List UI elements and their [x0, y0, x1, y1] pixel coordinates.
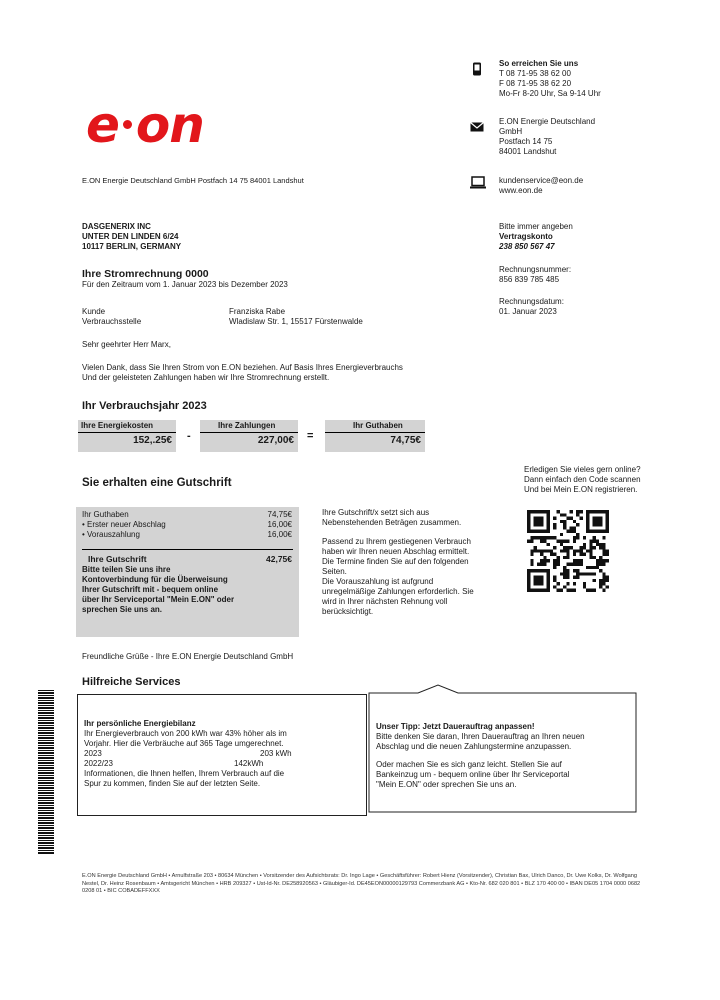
credit-breakdown-box: [76, 507, 299, 637]
customer-label: Kunde: [82, 307, 106, 316]
recipient-address: [82, 222, 382, 252]
salutation: Sehr geehrter Herr Marx,: [82, 340, 171, 349]
mail-line: 84001 Landshut: [499, 147, 557, 156]
customer-value-col: [229, 307, 469, 327]
invoice-header: [82, 268, 462, 290]
phone-hours: Mo-Fr 8-20 Uhr, Sa 9-14 Uhr: [499, 89, 601, 98]
invoice-date: 01. Januar 2023: [499, 307, 557, 316]
tip-box-content: Unser Tipp: Jetzt Dauerauftrag anpassen! Bitte denken Sie daran, Ihren Dauerauftrag an Ihren neuen Abschlag und die neuen Zahlungstermine anzupassen. Oder machen Sie es sich ganz leicht. Stellen Sie auf Bankeinzug um - bequem online über Ihr Serviceportal "Mein E.ON" oder sprechen Sie uns an.: [376, 722, 634, 790]
year-2022: 2022/23: [84, 759, 113, 768]
online-promo: Erledigen Sie vieles gern online? Dann einfach den Code scannen Und bei Mein E.ON registrieren.: [524, 465, 641, 494]
mail-address-block: [499, 117, 689, 157]
invoice-hint: Bitte immer angeben: [499, 222, 573, 231]
recipient-line: UNTER DEN LINDEN 6/24: [82, 232, 179, 241]
letter-line: Vielen Dank, dass Sie Ihren Strom von E.ON beziehen. Auf Basis Ihres Energieverbrauchs: [82, 363, 403, 372]
letter-line: Und der geleisteten Zahlungen haben wir Ihre Stromrechnung erstellt.: [82, 373, 330, 382]
credit-rows: [82, 510, 292, 540]
mail-line: Postfach 14 75: [499, 137, 553, 146]
site-label: Verbrauchsstelle: [82, 317, 142, 326]
logo-dot: [123, 120, 132, 129]
eon-logo: e on: [86, 96, 204, 154]
contract-number: 238 850 567 47: [499, 242, 555, 251]
year-summary-title: Ihr Verbrauchsjahr 2023: [82, 400, 207, 412]
letter-body: [82, 363, 502, 383]
tip-title: Unser Tipp: Jetzt Dauerauftrag anpassen!: [376, 722, 535, 731]
mail-icon: [470, 120, 484, 134]
credit-row: Ihr Guthaben 74,75€: [82, 510, 292, 519]
mail-line: E.ON Energie Deutschland: [499, 117, 596, 126]
equals-sign: =: [307, 430, 314, 442]
fax-number: F 08 71-95 38 62 20: [499, 79, 572, 88]
invoice-number-label: Rechnungsnummer:: [499, 265, 572, 274]
phone-block: [499, 59, 689, 99]
credit-row: • Erster neuer Abschlag 16,00€: [82, 520, 292, 529]
payments-value: 227,00€: [257, 435, 294, 446]
customer-value: Franziska Rabe: [229, 307, 286, 316]
energy-balance-content: Ihr persönliche Energiebilanz Ihr Energieverbrauch von 200 kWh war 43% höher als im Vorjahr. Hier die Verbräuche auf 365 Tage umgerechnet. 2023 203 kWh 2022/23 142kWh Informationen, die Ihnen helfen, Ihrem Verbrauch auf die Spur zu kommen, finden Sie auf der letzten Seite.: [84, 719, 362, 789]
closing-line: Freundliche Grüße - Ihre E.ON Energie Deutschland GmbH: [82, 652, 294, 661]
energy-balance-box: [77, 694, 367, 816]
phone-icon: [470, 62, 484, 76]
credit-label: Ihr Guthaben: [353, 421, 403, 430]
contract-label: Vertragskonto: [499, 232, 553, 241]
credit-value: 74,75€: [390, 435, 421, 446]
energy-balance-title: Ihr persönliche Energiebilanz: [84, 719, 196, 728]
qr-code[interactable]: [527, 510, 609, 592]
credit-row: • Vorauszahlung 16,00€: [82, 530, 292, 539]
phone-number: T 08 71-95 38 62 00: [499, 69, 571, 78]
email-link[interactable]: kundenservice@eon.de: [499, 176, 584, 185]
invoice-date-label: Rechnungsdatum:: [499, 297, 564, 306]
legal-footer: E.ON Energie Deutschland GmbH • Arnulfstraße 203 • 80634 München • Vorsitzender des Aufsichtsrats: Dr. Ingo Lage • Geschäftsführer: Robert Hienz (Vorsitzender), Christian Bax, Ulrich Danco, Dr. Uwe Kolks, Dr. Wolfgang Nestel, Dr. Heinz Rosenbaum • Amtsgericht München • HRB 209327 • Ust-Id-Nr. DE258920563 • Gläubiger-Id. DE45EON00000129793 Commerzbank AG • Kto-Nr. 682 020 801 • BLZ 170 400 00 • IBAN DE05 1704 0000 0682 0208 01 • BIC COBADEFFXXX: [82, 873, 641, 894]
site-value: Wladislaw Str. 1, 15517 Fürstenwalde: [229, 317, 363, 326]
phone-title: So erreichen Sie uns: [499, 59, 579, 68]
side-barcode: [38, 690, 54, 855]
energy-costs-box: [78, 420, 176, 452]
mail-line: GmbH: [499, 127, 523, 136]
year-2023-value: 203 kWh: [260, 749, 292, 758]
invoice-period: Für den Zeitraum vom 1. Januar 2023 bis Dezember 2023: [82, 280, 288, 289]
web-block: [499, 176, 689, 196]
energy-costs-value: 152,.25€: [133, 435, 172, 446]
credit-total-value: 42,75€: [266, 554, 292, 564]
year-2023: 2023: [84, 749, 102, 758]
reference-block: [499, 222, 689, 317]
customer-label-col: [82, 307, 141, 327]
services-title: Hilfreiche Services: [82, 676, 181, 688]
credit-box: [325, 420, 425, 452]
credit-total-label: Ihre Gutschrift: [88, 554, 147, 564]
payments-label: Ihre Zahlungen: [218, 421, 276, 430]
invoice-title: Ihre Stromrechnung 0000: [82, 268, 209, 280]
energy-costs-label: Ihre Energiekosten: [81, 421, 154, 430]
credit-section-title: Sie erhalten eine Gutschrift: [82, 477, 232, 489]
credit-explanation: Ihre Gutschrift/x setzt sich aus Nebenstehenden Beträgen zusammen. Passend zu Ihrem gestiegenen Verbrauch haben wir Ihren neuen Abschlag ermittelt. Die Termine finden Sie auf den folgenden Seiten. Die Vorauszahlung ist aufgrund unregelmäßige Zahlungen erforderlich. Sie wird in Ihrer nächsten Rehnung voll berücksichtigt.: [322, 508, 474, 616]
laptop-icon: [470, 176, 486, 190]
sender-line: E.ON Energie Deutschland GmbH Postfach 14 75 84001 Landshut: [82, 176, 304, 185]
minus-sign: -: [187, 430, 191, 442]
recipient-line: 10117 BERLIN, GERMANY: [82, 242, 182, 251]
credit-note: Bitte teilen Sie uns ihre Kontoverbindung für die Überweisung Ihrer Gutschrift mit - bequem online über Ihr Serviceportal "Mein E.ON" oder sprechen Sie uns an.: [82, 565, 235, 614]
invoice-number: 856 839 785 485: [499, 275, 560, 284]
payments-box: [200, 420, 298, 452]
website-link[interactable]: www.eon.de: [499, 186, 543, 195]
recipient-line: DASGENERIX INC: [82, 222, 151, 231]
year-2022-value: 142kWh: [234, 759, 264, 768]
